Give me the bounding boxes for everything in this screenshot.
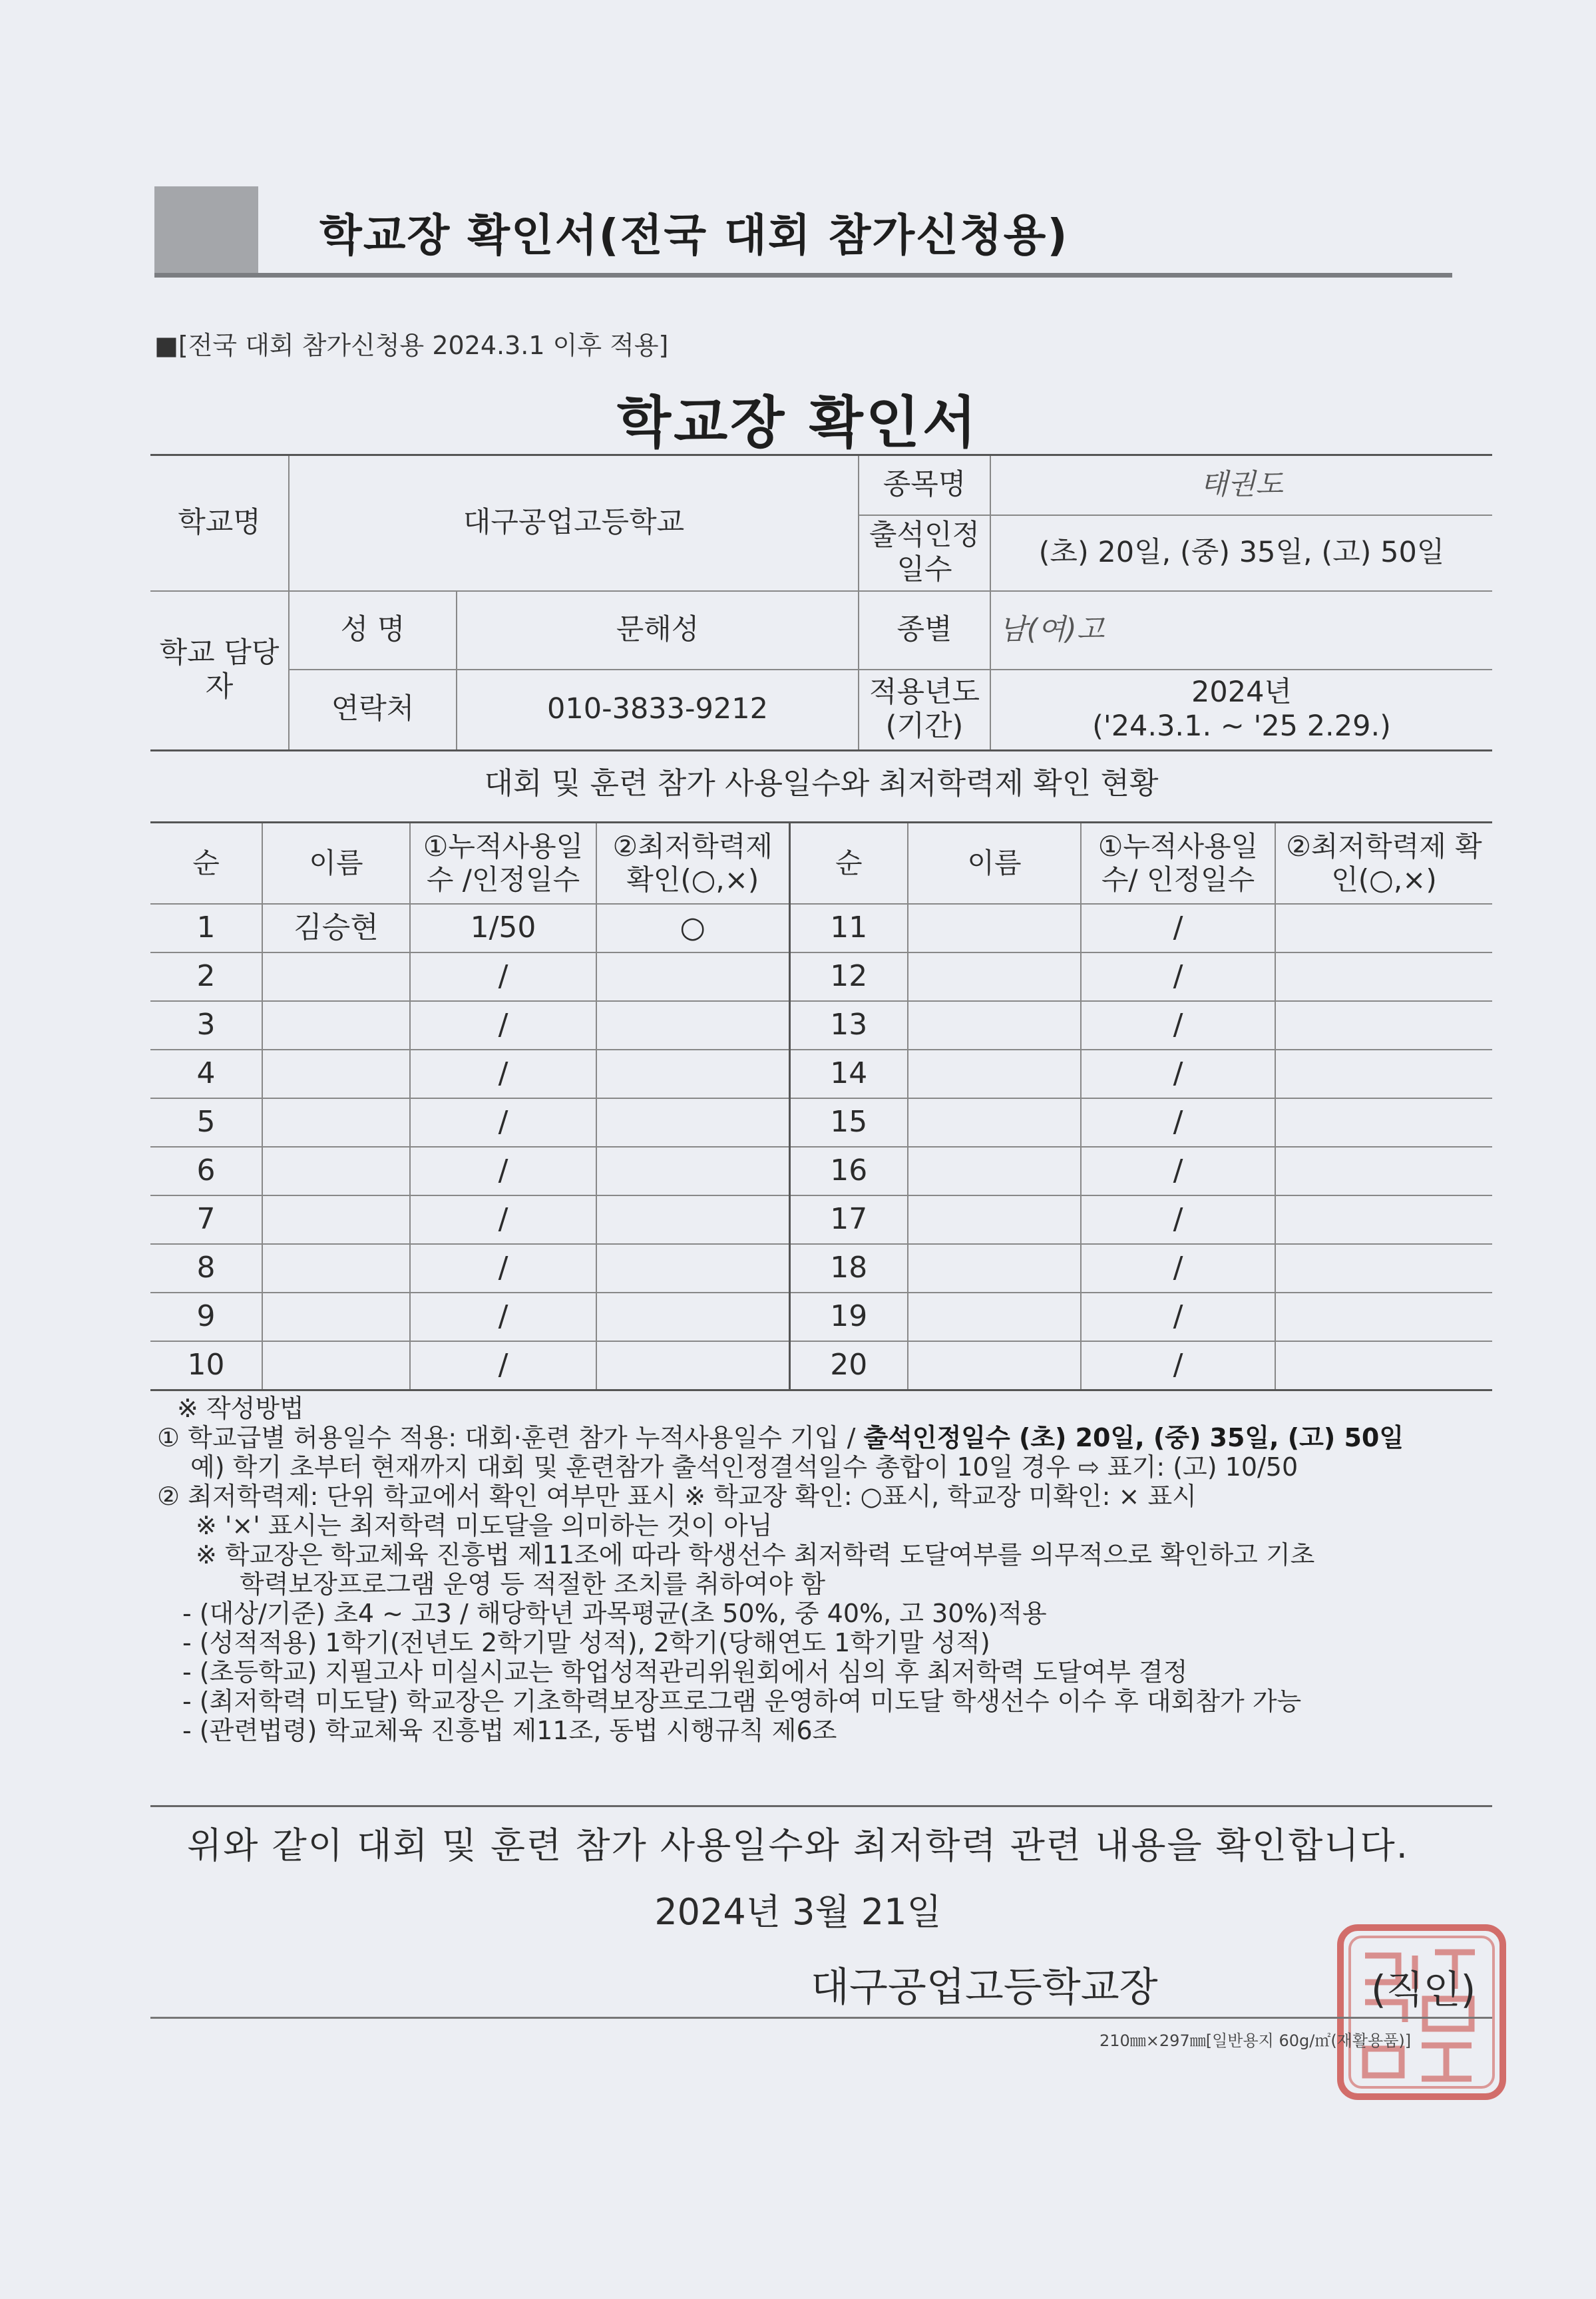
info-table [150,454,1492,751]
table-row [150,1050,1492,1098]
roster-no: 1 [150,904,262,952]
table-row [150,1244,1492,1293]
attendance-days-label: 출석인정 일수 [859,515,990,591]
col-check-right: ②최저학력제 확인(○,×) [1275,823,1492,905]
roster-check [1275,1050,1492,1098]
roster-check [596,1147,789,1195]
instruction-line: ② 최저학력제: 단위 학교에서 확인 여부만 표시 ※ 학교장 확인: ○표시, 학교장 미확인: × 표시 [157,1482,1197,1511]
col-days-right: ①누적사용일수/ 인정일수 [1081,823,1275,905]
instructions [157,1394,1495,1745]
roster-name [262,1001,410,1050]
roster-no: 2 [150,952,262,1001]
roster-no: 9 [150,1293,262,1341]
roster-days: / [410,1098,596,1147]
confirmation-statement: 위와 같이 대회 및 훈련 참가 사용일수와 최저학력 관련 내용을 확인합니다. [187,1824,1409,1866]
roster-days: / [1081,1244,1275,1293]
instruction-line: - (최저학력 미도달) 학교장은 기초학력보장프로그램 운영하여 미도달 학생선수 이수 후 대회참가 가능 [182,1687,1302,1716]
roster-check: ○ [596,904,789,952]
roster-check [596,1001,789,1050]
table-row [150,1147,1492,1195]
roster-no: 6 [150,1147,262,1195]
roster-days: / [1081,1001,1275,1050]
roster-days: / [1081,1098,1275,1147]
roster-check [1275,1147,1492,1195]
form-header-title: 학교장 확인서(전국 대회 참가신청용) [319,210,1069,261]
roster-check [1275,1098,1492,1147]
bottom-divider [150,2017,1492,2019]
col-days-left: ①누적사용일수 /인정일수 [410,823,596,905]
roster-days: / [1081,904,1275,952]
roster-name [262,1147,410,1195]
roster-name [908,1293,1081,1341]
table-row [150,1195,1492,1244]
roster-days: / [1081,1195,1275,1244]
period-range: ('24.3.1. ~ '25 2.29.) [1092,710,1391,743]
col-no-left: 순 [150,823,262,905]
manager-label: 학교 담당자 [150,591,289,751]
principal-name: 대구공업고등학교장 [811,1964,1158,2011]
roster-name [908,1147,1081,1195]
roster-days: / [1081,952,1275,1001]
roster-name [908,952,1081,1001]
roster-name [908,1244,1081,1293]
issue-date: 2024년 3월 21일 [654,1891,942,1933]
manager-name-value: 문해성 [457,591,859,670]
roster-no: 10 [150,1341,262,1390]
roster-days: / [410,1001,596,1050]
roster-check [1275,1293,1492,1341]
roster-check [1275,904,1492,952]
table-row [150,952,1492,1001]
roster-days: / [410,1050,596,1098]
contact-value: 010-3833-9212 [457,670,859,751]
roster-check [1275,1001,1492,1050]
instruction-line: 예) 학기 초부터 현재까지 대회 및 훈련참가 출석인정결석일수 총합이 10일 경우 ⇨ 표기: (고) 10/50 [190,1452,1298,1482]
period-value [990,670,1492,751]
roster-days: / [1081,1293,1275,1341]
roster-name [262,1098,410,1147]
roster-no: 12 [789,952,908,1001]
table-row [150,904,1492,952]
document-title: 학교장 확인서 [616,390,980,455]
category-value: 남(여)고 [990,591,1492,670]
roster-no: 13 [789,1001,908,1050]
roster-days: / [410,1195,596,1244]
roster-check [1275,1195,1492,1244]
instruction-line: - (초등학교) 지필고사 미실시교는 학업성적관리위원회에서 심의 후 최저학력 도달여부 결정 [182,1657,1188,1687]
table-row [150,1098,1492,1147]
roster-no: 17 [789,1195,908,1244]
roster-check [1275,1244,1492,1293]
roster-check [596,952,789,1001]
roster-name [908,1195,1081,1244]
roster-days: / [410,1244,596,1293]
event-label: 종목명 [859,455,990,515]
roster-days: / [410,952,596,1001]
instruction-text: ① 학교급별 허용일수 적용: 대회·훈련 참가 누적사용일수 기입 / [157,1423,864,1452]
roster-no: 19 [789,1293,908,1341]
roster-no: 5 [150,1098,262,1147]
roster-no: 15 [789,1098,908,1147]
instruction-line [157,1423,1495,1452]
roster-name [262,1050,410,1098]
roster-no: 14 [789,1050,908,1098]
roster-check [596,1244,789,1293]
school-name-label: 학교명 [150,455,289,591]
roster-days: 1/50 [410,904,596,952]
attendance-days-value: (초) 20일, (중) 35일, (고) 50일 [990,515,1492,591]
instruction-line: ※ 학교장은 학교체육 진흥법 제11조에 따라 학생선수 최저학력 도달여부를 의무적으로 확인하고 기초 [196,1540,1315,1569]
roster-check [596,1293,789,1341]
header-divider [154,273,1452,278]
table-row [150,1341,1492,1390]
roster-name: 김승현 [262,904,410,952]
col-name-right: 이름 [908,823,1081,905]
instructions-heading: ※ 작성방법 [177,1394,304,1423]
roster-days: / [1081,1341,1275,1390]
roster-name [262,1341,410,1390]
instruction-line: - (관련법령) 학교체육 진흥법 제11조, 동법 시행규칙 제6조 [182,1716,837,1745]
roster-no: 20 [789,1341,908,1390]
roster-no: 8 [150,1244,262,1293]
roster-days: / [1081,1050,1275,1098]
roster-no: 16 [789,1147,908,1195]
table-row [150,1293,1492,1341]
instruction-bold: 출석인정일수 (초) 20일, (중) 35일, (고) 50일 [863,1423,1404,1452]
paper-spec-note: 210㎜×297㎜[일반용지 60g/㎡(재활용품)] [1099,2031,1412,2050]
roster-no: 3 [150,1001,262,1050]
seal-label: (직인) [1371,1967,1476,2012]
roster-no: 18 [789,1244,908,1293]
roster-check [596,1341,789,1390]
roster-name [262,1195,410,1244]
table-row [150,1001,1492,1050]
roster-days: / [410,1293,596,1341]
roster-days: / [410,1147,596,1195]
header-gray-block [154,186,258,273]
roster-header-row [150,823,1492,905]
roster-name [262,1244,410,1293]
roster-no: 7 [150,1195,262,1244]
instruction-line: - (성적적용) 1학기(전년도 2학기말 성적), 2학기(당해연도 1학기말 성적) [182,1628,990,1657]
roster-check [596,1098,789,1147]
roster-check [596,1195,789,1244]
instruction-line: - (대상/기준) 초4 ~ 고3 / 해당학년 과목평균(초 50%, 중 40%, 고 30%)적용 [182,1599,1047,1628]
roster-no: 11 [789,904,908,952]
roster-name [262,952,410,1001]
event-value: 태권도 [990,455,1492,515]
instructions-divider [150,1805,1492,1807]
form-note: ■[전국 대회 참가신청용 2024.3.1 이후 적용] [154,331,669,360]
roster-name [908,1001,1081,1050]
roster-days: / [1081,1147,1275,1195]
col-check-left: ②최저학력제 확인(○,×) [596,823,789,905]
roster-no: 4 [150,1050,262,1098]
roster-name [262,1293,410,1341]
contact-label: 연락처 [289,670,457,751]
category-label: 종별 [859,591,990,670]
roster-days: / [410,1341,596,1390]
roster-name [908,1341,1081,1390]
roster-name [908,1050,1081,1098]
col-name-left: 이름 [262,823,410,905]
roster-check [1275,952,1492,1001]
period-year: 2024년 [1191,675,1292,709]
col-no-right: 순 [789,823,908,905]
manager-name-label: 성 명 [289,591,457,670]
roster-name [908,904,1081,952]
roster-name [908,1098,1081,1147]
instruction-line: 학력보장프로그램 운영 등 적절한 조치를 취하여야 함 [240,1569,826,1599]
period-label: 적용년도 (기간) [859,670,990,751]
roster-table [150,821,1492,1391]
roster-section-title: 대회 및 훈련 참가 사용일수와 최저학력제 확인 현황 [484,765,1159,801]
roster-check [1275,1341,1492,1390]
school-name-value: 대구공업고등학교 [289,455,859,591]
roster-check [596,1050,789,1098]
instruction-line: ※ '×' 표시는 최저학력 미도달을 의미하는 것이 아님 [196,1511,773,1540]
